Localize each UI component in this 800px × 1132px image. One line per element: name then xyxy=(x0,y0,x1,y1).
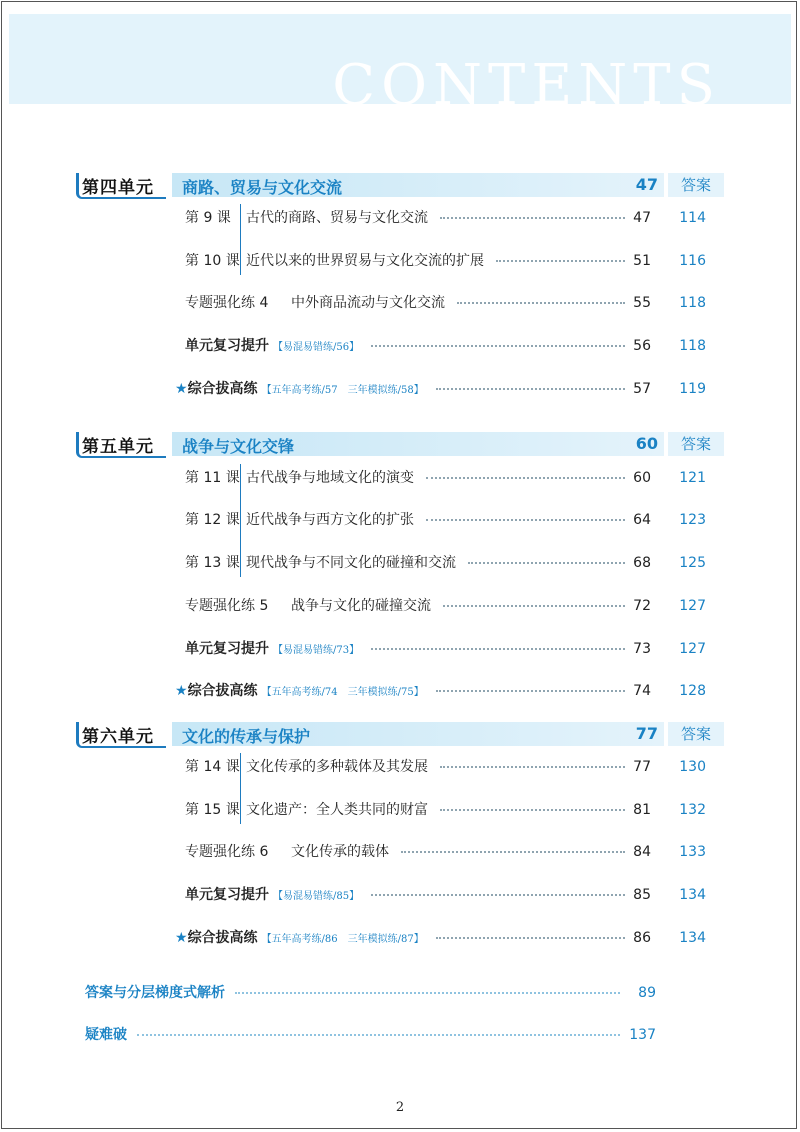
unit-page-number: 47 xyxy=(635,175,658,194)
toc-row[interactable] xyxy=(185,638,722,660)
answer-page-number[interactable]: 134 xyxy=(679,887,706,903)
page-number: 2 xyxy=(395,1100,405,1115)
toc-row-title: 现代战争与不同文化的碰撞和交流 xyxy=(246,552,462,574)
toc-row-note: 【易混易错练/56】 xyxy=(273,342,360,353)
toc-row[interactable] xyxy=(185,841,722,863)
answer-page-number[interactable]: 123 xyxy=(679,512,706,528)
toc-row-label: 第 9 课 xyxy=(185,210,231,226)
toc-row-title xyxy=(175,378,430,402)
toc-row[interactable] xyxy=(185,292,722,314)
toc-page-number: 86 xyxy=(633,930,651,946)
toc-row-label: 第 10 课 xyxy=(185,253,240,269)
toc-row-title xyxy=(175,680,430,704)
answer-page-number[interactable]: 119 xyxy=(679,381,706,397)
answer-page-number[interactable]: 116 xyxy=(679,253,706,269)
answer-column-label: 答案 xyxy=(668,722,724,746)
unit-title-bar[interactable] xyxy=(172,722,664,746)
toc-row[interactable] xyxy=(185,756,722,778)
tail-row[interactable] xyxy=(85,982,656,1004)
toc-row[interactable] xyxy=(175,680,722,702)
unit-title: 商路、贸易与文化交流 xyxy=(182,178,343,197)
toc-page-number: 84 xyxy=(633,844,651,860)
answer-page-number[interactable]: 132 xyxy=(679,802,706,818)
toc-page-number: 81 xyxy=(633,802,651,818)
toc-row-label: 第 15 课 xyxy=(185,802,240,818)
toc-row-note: 【易混易错练/85】 xyxy=(273,891,360,902)
unit-header[interactable] xyxy=(76,722,724,748)
unit-title: 文化的传承与保护 xyxy=(182,727,311,746)
answer-page-number[interactable]: 121 xyxy=(679,470,706,486)
toc-row[interactable] xyxy=(185,250,722,272)
toc-row-note: 【五年高考练/86 三年模拟练/87】 xyxy=(261,934,424,945)
answer-page-number[interactable]: 130 xyxy=(679,759,706,775)
unit-tag-label: 第五单元 xyxy=(82,437,154,457)
toc-page-number: 55 xyxy=(633,295,651,311)
leader-dots xyxy=(371,648,625,650)
toc-row-title: 近代战争与西方文化的扩张 xyxy=(246,509,420,531)
leader-dots xyxy=(496,260,625,262)
toc-page-number: 51 xyxy=(633,253,651,269)
leader-dots xyxy=(235,992,620,994)
toc-row[interactable] xyxy=(185,335,722,357)
star-icon: ★ xyxy=(175,930,188,946)
toc-row[interactable] xyxy=(185,207,722,229)
toc-row[interactable] xyxy=(175,378,722,400)
unit-header[interactable] xyxy=(76,173,724,199)
toc-row-title: 中外商品流动与文化交流 xyxy=(291,292,451,314)
toc-row-title: 古代的商路、贸易与文化交流 xyxy=(246,207,434,229)
toc-row-title: 战争与文化的碰撞交流 xyxy=(291,595,437,617)
toc-row-note: 【五年高考练/74 三年模拟练/75】 xyxy=(261,687,424,698)
answer-page-number[interactable]: 118 xyxy=(679,295,706,311)
toc-row[interactable] xyxy=(185,509,722,531)
toc-page-number: 74 xyxy=(633,683,651,699)
toc-row-title xyxy=(185,335,365,359)
toc-row-note: 【易混易错练/73】 xyxy=(273,645,360,656)
toc-row-title xyxy=(175,927,430,951)
star-icon: ★ xyxy=(175,381,188,397)
toc-row-title: 文化传承的多种载体及其发展 xyxy=(246,756,434,778)
answer-page-number[interactable]: 134 xyxy=(679,930,706,946)
tail-row-title: 答案与分层梯度式解析 xyxy=(85,985,225,1001)
tail-page-number: 89 xyxy=(638,985,656,1001)
toc-row[interactable] xyxy=(185,595,722,617)
unit-tag xyxy=(76,432,166,458)
toc-row-title: 文化遗产：全人类共同的财富 xyxy=(246,799,434,821)
answer-page-number[interactable]: 118 xyxy=(679,338,706,354)
toc-row-label: 综合拔高练 xyxy=(187,381,258,397)
answer-page-number[interactable]: 114 xyxy=(679,210,706,226)
answer-page-number[interactable]: 133 xyxy=(679,844,706,860)
contents-heading: CONTENTS xyxy=(332,53,721,104)
toc-row-label: 单元复习提升 xyxy=(185,887,269,903)
answer-column-label: 答案 xyxy=(668,432,724,456)
toc-row-title xyxy=(185,638,365,662)
unit-title-bar[interactable] xyxy=(172,173,664,197)
toc-page-number: 64 xyxy=(633,512,651,528)
leader-dots xyxy=(457,302,625,304)
answer-page-number[interactable]: 127 xyxy=(679,641,706,657)
toc-row-note: 【五年高考练/57 三年模拟练/58】 xyxy=(261,385,424,396)
toc-page-number: 68 xyxy=(633,555,651,571)
toc-row-label: 综合拔高练 xyxy=(187,683,258,699)
toc-page-number: 57 xyxy=(633,381,651,397)
tail-row[interactable] xyxy=(85,1024,656,1046)
leader-dots xyxy=(426,519,625,521)
tail-page-number: 137 xyxy=(629,1027,656,1043)
star-icon: ★ xyxy=(175,683,188,699)
toc-row-label: 综合拔高练 xyxy=(187,930,258,946)
toc-row-label: 第 12 课 xyxy=(185,512,240,528)
toc-row[interactable] xyxy=(185,799,722,821)
toc-page-number: 56 xyxy=(633,338,651,354)
leader-dots xyxy=(468,562,625,564)
toc-page-number: 77 xyxy=(633,759,651,775)
leader-dots xyxy=(371,894,625,896)
toc-row-label: 专题强化练 5 xyxy=(185,598,269,614)
toc-page-number: 60 xyxy=(633,470,651,486)
toc-page-number: 73 xyxy=(633,641,651,657)
unit-tag-label: 第六单元 xyxy=(82,727,154,747)
toc-page-number: 85 xyxy=(633,887,651,903)
leader-dots xyxy=(436,937,625,939)
unit-tag xyxy=(76,722,166,748)
toc-row-title: 文化传承的载体 xyxy=(291,841,395,863)
leader-dots xyxy=(371,345,625,347)
toc-row[interactable] xyxy=(185,552,722,574)
answer-page-number[interactable]: 125 xyxy=(679,555,706,571)
tail-row-title: 疑难破 xyxy=(85,1027,127,1043)
leader-dots xyxy=(436,388,625,390)
toc-row-label: 单元复习提升 xyxy=(185,641,269,657)
toc-page-number: 47 xyxy=(633,210,651,226)
unit-header[interactable] xyxy=(76,432,724,458)
answer-page-number[interactable]: 127 xyxy=(679,598,706,614)
unit-page-number: 77 xyxy=(635,724,658,743)
toc-row-label: 单元复习提升 xyxy=(185,338,269,354)
unit-tag xyxy=(76,173,166,199)
unit-title-bar[interactable] xyxy=(172,432,664,456)
answer-column-label: 答案 xyxy=(668,173,724,197)
leader-dots xyxy=(440,809,625,811)
toc-row-label: 第 14 课 xyxy=(185,759,240,775)
toc-row-label: 专题强化练 4 xyxy=(185,295,269,311)
header-band xyxy=(9,14,791,104)
toc-row-label: 第 13 课 xyxy=(185,555,240,571)
toc-row-title: 古代战争与地域文化的演变 xyxy=(246,467,420,489)
unit-tag-label: 第四单元 xyxy=(82,178,154,198)
toc-row-title: 近代以来的世界贸易与文化交流的扩展 xyxy=(246,250,490,272)
toc-row-label: 第 11 课 xyxy=(185,470,240,486)
toc-row[interactable] xyxy=(175,927,722,949)
leader-dots xyxy=(436,690,625,692)
leader-dots xyxy=(440,217,625,219)
unit-page-number: 60 xyxy=(635,434,658,453)
leader-dots xyxy=(401,851,625,853)
toc-row-title xyxy=(185,884,365,908)
unit-title: 战争与文化交锋 xyxy=(182,437,295,456)
leader-dots xyxy=(443,605,625,607)
answer-page-number[interactable]: 128 xyxy=(679,683,706,699)
toc-page-number: 72 xyxy=(633,598,651,614)
toc-row[interactable] xyxy=(185,467,722,489)
leader-dots xyxy=(137,1034,620,1036)
leader-dots xyxy=(440,766,625,768)
toc-row[interactable] xyxy=(185,884,722,906)
toc-row-label: 专题强化练 6 xyxy=(185,844,269,860)
leader-dots xyxy=(426,477,625,479)
